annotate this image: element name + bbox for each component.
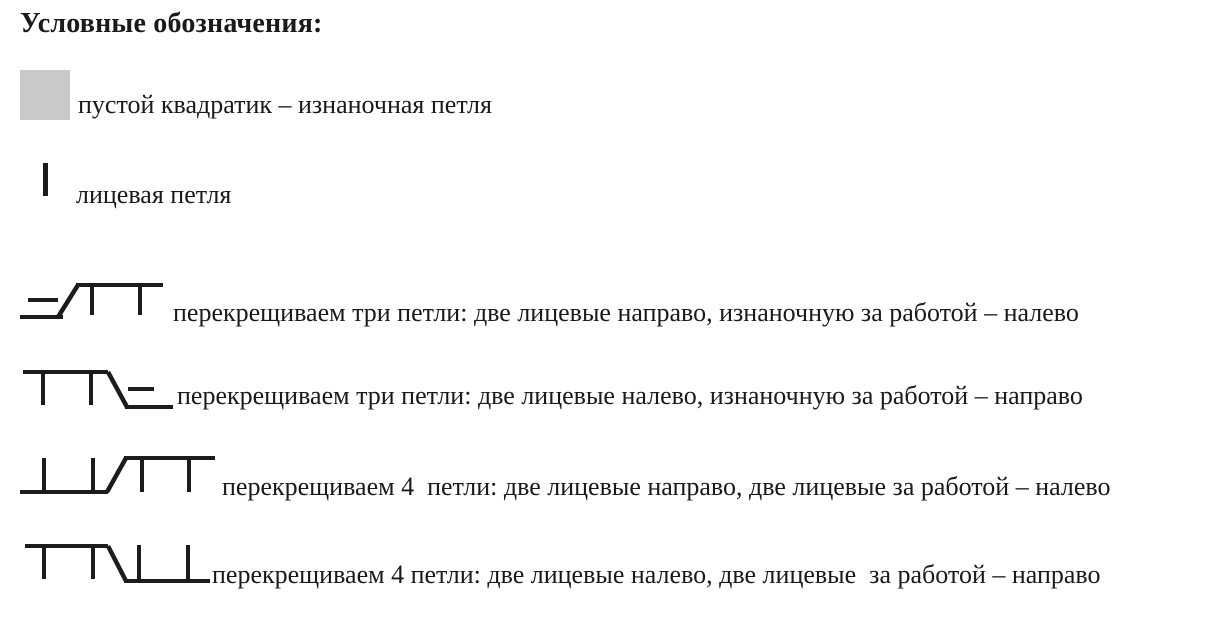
page-title: Условные обозначения: [20, 8, 323, 39]
cable-cross-3-left-icon [20, 368, 175, 413]
legend-label-cross-3-left: перекрещиваем три петли: две лицевые налево, изнаночную за работой – направо [177, 381, 1083, 410]
legend-label-knit: лицевая петля [76, 180, 232, 209]
legend-label-cross-3-right: перекрещиваем три петли: две лицевые направо, изнаночную за работой – налево [173, 298, 1079, 327]
legend-label-cross-4-right: перекрещиваем 4 петли: две лицевые направо, две лицевые за работой – налево [222, 472, 1111, 501]
cable-cross-3-right-icon [18, 276, 168, 328]
cable-cross-4-left-icon [25, 542, 215, 586]
legend-label-cross-4-left: перекрещиваем 4 петли: две лицевые налево, две лицевые за работой – направо [212, 560, 1101, 589]
cable-cross-4-right-icon [20, 454, 220, 496]
legend-label-purl: пустой квадратик – изнаночная петля [78, 90, 492, 119]
purl-square-icon [20, 70, 70, 120]
knit-stitch-icon [43, 163, 48, 196]
